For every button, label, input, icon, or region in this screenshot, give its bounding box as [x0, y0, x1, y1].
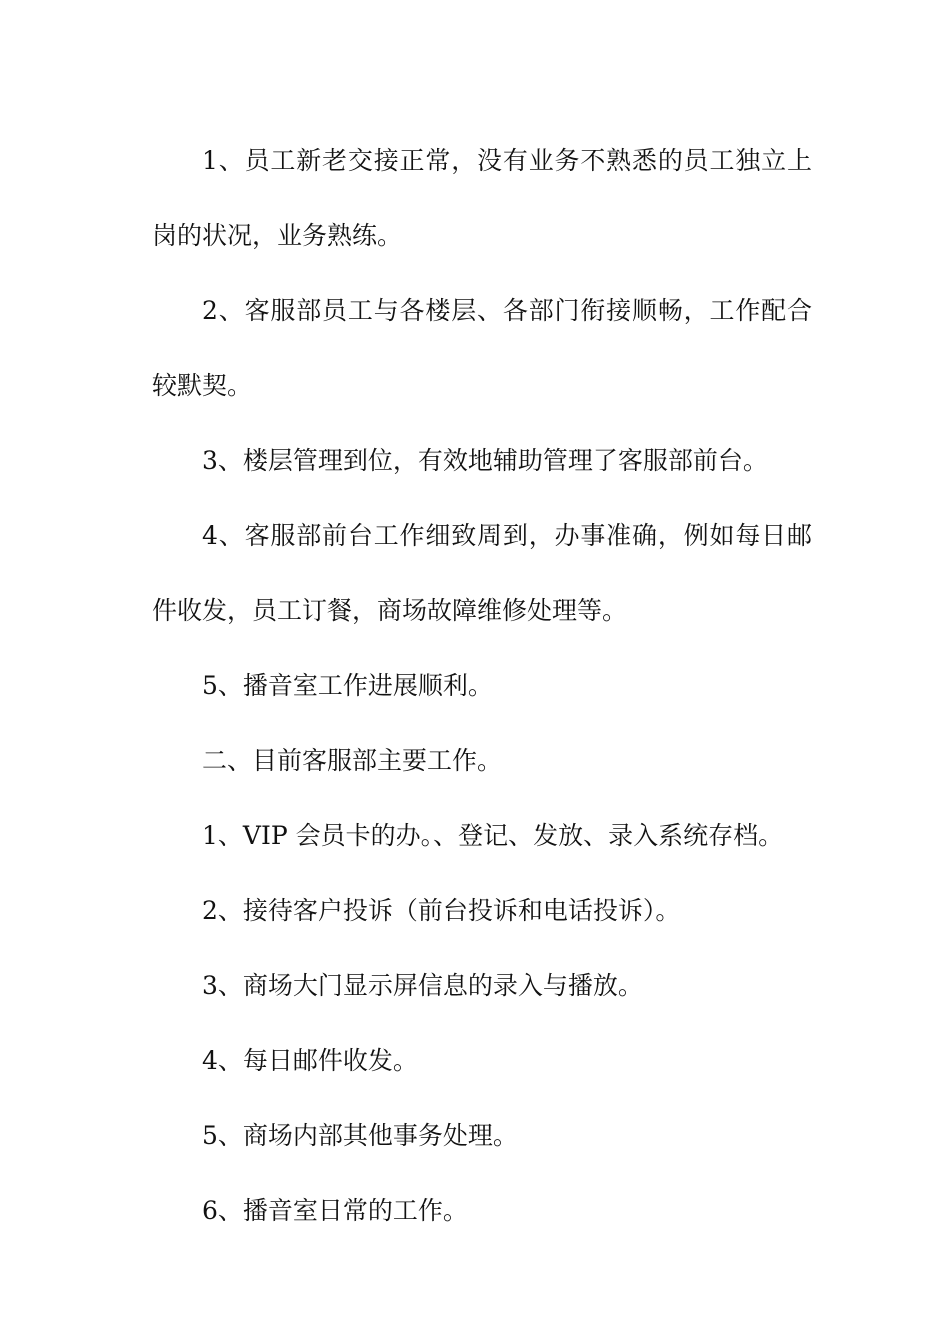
paragraph-9: 3、商场大门显示屏信息的录入与播放。: [202, 971, 643, 1000]
paragraph-12: 6、播音室日常的工作。: [202, 1196, 468, 1225]
paragraph-3: 3、楼层管理到位，有效地辅助管理了客服部前台。: [202, 446, 768, 475]
paragraph-8: 2、接待客户投诉（前台投诉和电话投诉）。: [202, 896, 681, 925]
section-heading: 二、目前客服部主要工作。: [202, 746, 503, 775]
paragraph-2: 2、客服部员工与各楼层、各部门衔接顺畅，工作配合较默契。: [152, 296, 812, 400]
document-body: [152, 123, 812, 1248]
paragraph-7: 1、VIP 会员卡的办。、登记、发放、录入系统存档。: [202, 821, 784, 850]
paragraph-5: 5、播音室工作进展顺利。: [202, 671, 493, 700]
paragraph-10: 4、每日邮件收发。: [202, 1046, 418, 1075]
paragraph-11: 5、商场内部其他事务处理。: [202, 1121, 518, 1150]
paragraph-4: 4、客服部前台工作细致周到，办事准确，例如每日邮件收发，员工订餐，商场故障维修处理等。: [152, 521, 812, 625]
paragraph-1: 1、员工新老交接正常，没有业务不熟悉的员工独立上岗的状况，业务熟练。: [152, 146, 812, 250]
